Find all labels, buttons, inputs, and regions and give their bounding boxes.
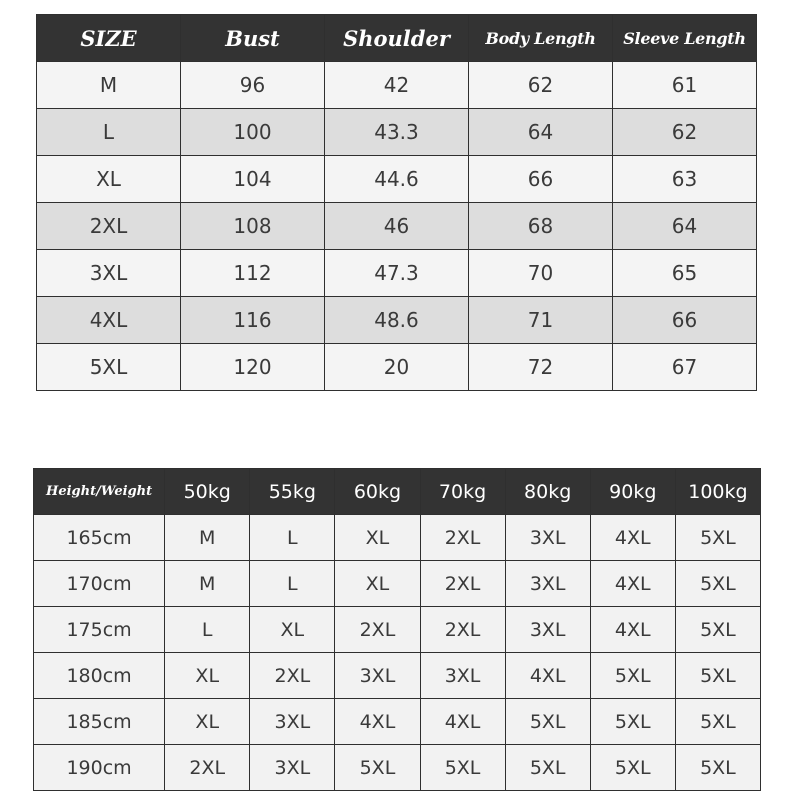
size-cell: 2XL <box>37 203 181 250</box>
height-cell: 175cm <box>34 607 165 653</box>
shoulder-cell: 44.6 <box>325 156 469 203</box>
size-cell: 4XL <box>590 607 675 653</box>
size-cell: 3XL <box>505 607 590 653</box>
table-row <box>37 62 757 109</box>
height-cell: 185cm <box>34 699 165 745</box>
table-row <box>37 250 757 297</box>
size-cell: L <box>37 109 181 156</box>
sleeve-length-cell: 61 <box>613 62 757 109</box>
size-cell: 3XL <box>37 250 181 297</box>
bust-cell: 104 <box>181 156 325 203</box>
table-row <box>37 344 757 391</box>
header-weight: 80kg <box>505 469 590 515</box>
size-cell: 3XL <box>505 561 590 607</box>
table-row <box>34 653 761 699</box>
header-weight: 70kg <box>420 469 505 515</box>
size-cell: 5XL <box>505 699 590 745</box>
table-row <box>34 699 761 745</box>
size-cell: M <box>165 515 250 561</box>
table-row <box>37 109 757 156</box>
size-cell: 5XL <box>335 745 420 791</box>
sleeve-length-cell: 67 <box>613 344 757 391</box>
header-weight: 50kg <box>165 469 250 515</box>
height-cell: 180cm <box>34 653 165 699</box>
size-cell: 4XL <box>590 561 675 607</box>
shoulder-cell: 47.3 <box>325 250 469 297</box>
size-cell: L <box>165 607 250 653</box>
size-cell: 5XL <box>505 745 590 791</box>
height-cell: 190cm <box>34 745 165 791</box>
size-cell: 4XL <box>590 515 675 561</box>
size-cell: 3XL <box>335 653 420 699</box>
size-cell: 4XL <box>37 297 181 344</box>
header-weight: 60kg <box>335 469 420 515</box>
header-size: SIZE <box>37 15 181 62</box>
table-row <box>37 203 757 250</box>
shoulder-cell: 43.3 <box>325 109 469 156</box>
header-bust: Bust <box>181 15 325 62</box>
height-weight-chart-table <box>33 468 761 791</box>
size-cell: 5XL <box>675 607 760 653</box>
bust-cell: 108 <box>181 203 325 250</box>
size-cell: 5XL <box>675 745 760 791</box>
size-cell: XL <box>165 699 250 745</box>
bust-cell: 116 <box>181 297 325 344</box>
size-cell: XL <box>165 653 250 699</box>
table-row <box>34 515 761 561</box>
height-weight-header-row <box>34 469 761 515</box>
body-length-cell: 64 <box>469 109 613 156</box>
body-length-cell: 70 <box>469 250 613 297</box>
size-cell: XL <box>37 156 181 203</box>
size-cell: 4XL <box>420 699 505 745</box>
header-sleeve-length: Sleeve Length <box>613 15 757 62</box>
size-cell: 5XL <box>37 344 181 391</box>
size-cell: 5XL <box>675 515 760 561</box>
size-cell: 5XL <box>675 561 760 607</box>
size-cell: 2XL <box>420 515 505 561</box>
sleeve-length-cell: 65 <box>613 250 757 297</box>
size-cell: 5XL <box>590 653 675 699</box>
body-length-cell: 72 <box>469 344 613 391</box>
size-cell: 4XL <box>335 699 420 745</box>
table-row <box>34 607 761 653</box>
size-cell: XL <box>335 561 420 607</box>
header-height-weight: Height/Weight <box>34 469 165 515</box>
table-row <box>34 745 761 791</box>
size-cell: 5XL <box>420 745 505 791</box>
bust-cell: 96 <box>181 62 325 109</box>
size-chart-header-row <box>37 15 757 62</box>
size-cell: 5XL <box>590 699 675 745</box>
size-cell: M <box>37 62 181 109</box>
header-weight: 55kg <box>250 469 335 515</box>
size-cell: L <box>250 561 335 607</box>
size-cell: 4XL <box>505 653 590 699</box>
table-row <box>37 297 757 344</box>
header-shoulder: Shoulder <box>325 15 469 62</box>
table-row <box>34 561 761 607</box>
sleeve-length-cell: 62 <box>613 109 757 156</box>
size-cell: 5XL <box>675 653 760 699</box>
size-cell: XL <box>335 515 420 561</box>
size-cell: 5XL <box>590 745 675 791</box>
size-cell: 2XL <box>420 607 505 653</box>
size-cell: 3XL <box>420 653 505 699</box>
size-cell: 2XL <box>165 745 250 791</box>
header-weight: 100kg <box>675 469 760 515</box>
shoulder-cell: 42 <box>325 62 469 109</box>
size-cell: 5XL <box>675 699 760 745</box>
size-cell: 3XL <box>250 699 335 745</box>
body-length-cell: 71 <box>469 297 613 344</box>
size-chart-table <box>36 14 757 391</box>
size-cell: 2XL <box>420 561 505 607</box>
sleeve-length-cell: 63 <box>613 156 757 203</box>
shoulder-cell: 48.6 <box>325 297 469 344</box>
bust-cell: 112 <box>181 250 325 297</box>
header-body-length: Body Length <box>469 15 613 62</box>
sleeve-length-cell: 66 <box>613 297 757 344</box>
sleeve-length-cell: 64 <box>613 203 757 250</box>
shoulder-cell: 46 <box>325 203 469 250</box>
body-length-cell: 62 <box>469 62 613 109</box>
size-cell: M <box>165 561 250 607</box>
header-weight: 90kg <box>590 469 675 515</box>
shoulder-cell: 20 <box>325 344 469 391</box>
body-length-cell: 66 <box>469 156 613 203</box>
size-cell: 2XL <box>250 653 335 699</box>
height-cell: 165cm <box>34 515 165 561</box>
size-cell: 2XL <box>335 607 420 653</box>
height-cell: 170cm <box>34 561 165 607</box>
table-row <box>37 156 757 203</box>
bust-cell: 100 <box>181 109 325 156</box>
size-cell: 3XL <box>505 515 590 561</box>
size-cell: 3XL <box>250 745 335 791</box>
body-length-cell: 68 <box>469 203 613 250</box>
size-cell: L <box>250 515 335 561</box>
bust-cell: 120 <box>181 344 325 391</box>
size-cell: XL <box>250 607 335 653</box>
